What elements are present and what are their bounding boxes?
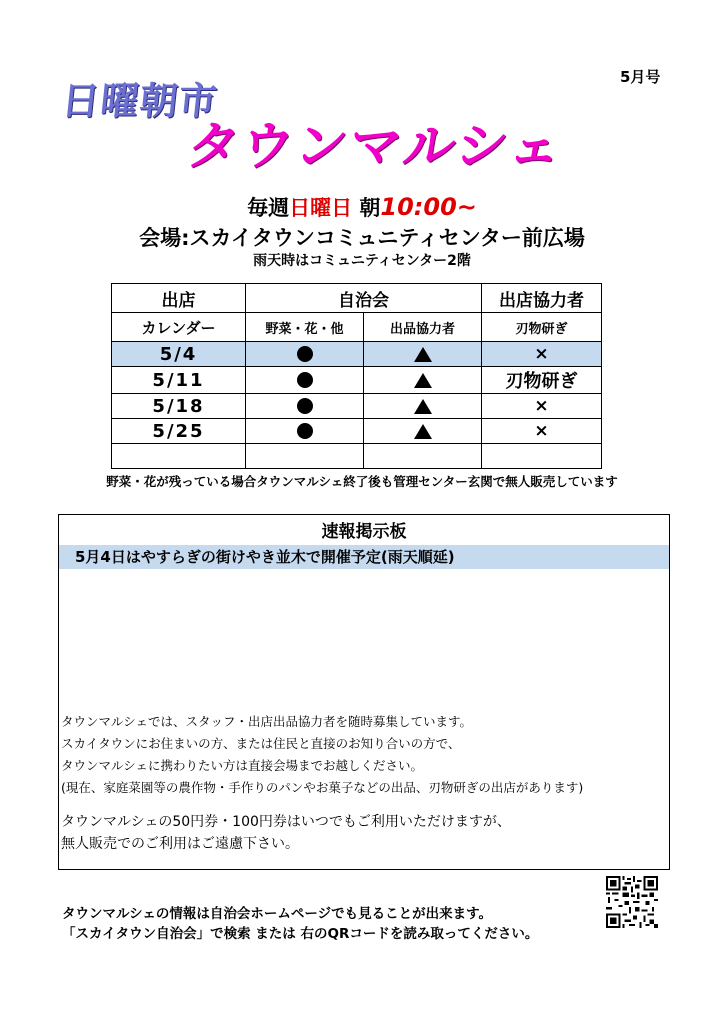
voucher-line: 無人販売でのご利用はご遠慮下さい。 xyxy=(61,836,299,852)
calendar-header-line1: 出店 xyxy=(112,284,246,313)
filled-circle-icon xyxy=(297,423,313,439)
title-main: 日曜朝市 xyxy=(59,79,220,123)
table-row xyxy=(112,394,602,419)
board-text xyxy=(61,711,661,855)
row-date xyxy=(112,444,246,469)
calendar-table xyxy=(111,283,602,469)
group-jichikai: 自治会 xyxy=(246,284,482,313)
triangle-icon xyxy=(414,347,432,362)
row-hamono xyxy=(482,444,602,469)
row-yasai xyxy=(246,342,364,367)
row-shuppin xyxy=(364,444,482,469)
row-shuppin xyxy=(364,419,482,444)
filled-circle-icon xyxy=(297,398,313,414)
row-hamono: × xyxy=(482,342,602,367)
group-kyoryoku: 出店協力者 xyxy=(482,284,602,313)
board-line: タウンマルシェに携わりたい方は直接会場までお越しください。 xyxy=(61,758,423,773)
board-line: タウンマルシェでは、スタッフ・出店出品協力者を随時募集しています。 xyxy=(61,714,472,729)
schedule-prefix: 毎週 xyxy=(247,196,290,220)
row-yasai xyxy=(246,444,364,469)
title-sub: タウンマルシェ xyxy=(183,117,568,177)
row-hamono: × xyxy=(482,419,602,444)
row-date: 5/18 xyxy=(112,394,246,419)
voucher-line: タウンマルシェの50円券・100円券はいつでもご利用いただけますが、 xyxy=(61,814,511,830)
triangle-icon xyxy=(414,373,432,388)
board-title: 速報掲示板 xyxy=(321,522,407,542)
footer-line2: 「スカイタウン自治会」で検索 または 右のQRコードを読み取ってください。 xyxy=(62,926,539,942)
triangle-icon xyxy=(414,424,432,439)
table-row xyxy=(112,419,602,444)
board-line: (現在、家庭菜園等の農作物・手作りのパンやお菓子などの出品、刃物研ぎの出店があります) xyxy=(61,780,584,795)
row-date: 5/4 xyxy=(112,342,246,367)
bulletin-board xyxy=(58,514,670,870)
filled-circle-icon xyxy=(297,346,313,362)
table-row xyxy=(112,342,602,367)
triangle-icon xyxy=(414,399,432,414)
issue-label: 5月号 xyxy=(620,68,661,86)
calendar-note: 野菜・花が残っている場合タウンマルシェ終了後も管理センター玄関で無人販売しています xyxy=(106,474,618,489)
row-yasai xyxy=(246,394,364,419)
schedule-line xyxy=(0,192,724,222)
schedule-day: 日曜日 xyxy=(289,196,353,220)
rainy-line: 雨天時はコミュニティセンター2階 xyxy=(253,253,471,269)
schedule-morning: 朝 xyxy=(359,196,381,220)
table-row-empty xyxy=(112,444,602,469)
row-hamono: 刃物研ぎ xyxy=(482,367,602,394)
board-news: 5月4日はやすらぎの街けやき並木で開催予定(雨天順延) xyxy=(59,545,669,569)
row-date: 5/25 xyxy=(112,419,246,444)
sub-shuppin: 出品協力者 xyxy=(364,313,482,342)
filled-circle-icon xyxy=(297,372,313,388)
row-hamono: × xyxy=(482,394,602,419)
venue-line: 会場:スカイタウンコミュニティセンター前広場 xyxy=(139,226,585,250)
row-yasai xyxy=(246,419,364,444)
row-yasai xyxy=(246,367,364,394)
sub-yasai: 野菜・花・他 xyxy=(246,313,364,342)
row-shuppin xyxy=(364,367,482,394)
footer-line1: タウンマルシェの情報は自治会ホームページでも見ることが出来ます。 xyxy=(62,906,493,922)
calendar-header-line2: カレンダー xyxy=(112,313,246,342)
row-shuppin xyxy=(364,342,482,367)
sub-hamono: 刃物研ぎ xyxy=(482,313,602,342)
table-row xyxy=(112,367,602,394)
qr-code-icon xyxy=(606,876,658,928)
row-shuppin xyxy=(364,394,482,419)
row-date: 5/11 xyxy=(112,367,246,394)
board-line: スカイタウンにお住まいの方、または住民と直接のお知り合いの方で、 xyxy=(61,736,461,751)
schedule-time: 10:00~ xyxy=(380,193,477,221)
